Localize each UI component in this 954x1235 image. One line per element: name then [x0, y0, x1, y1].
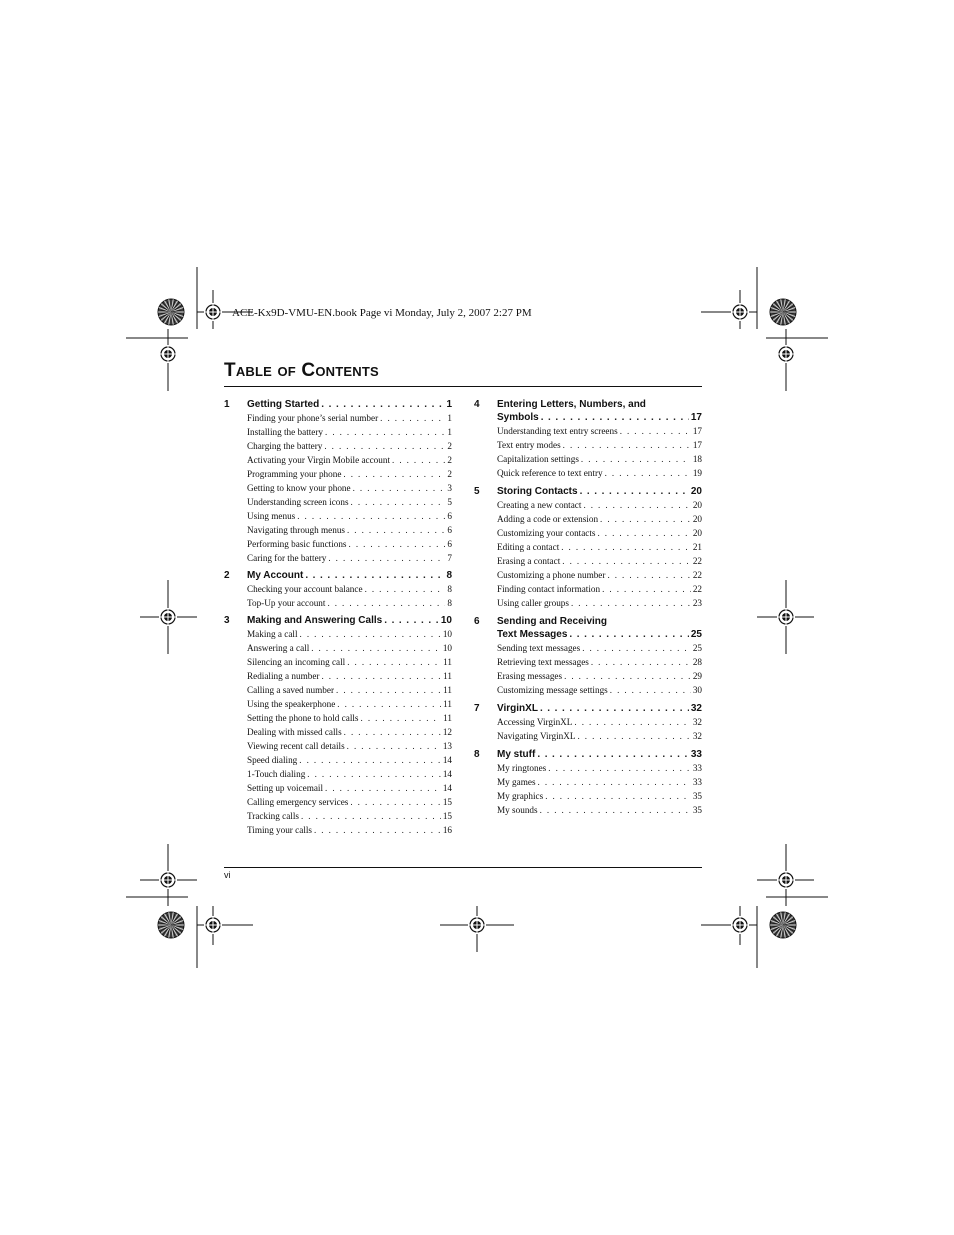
section-title: Retrieving text messages	[497, 657, 589, 667]
dot-leader	[564, 669, 691, 683]
dot-leader	[314, 823, 441, 837]
section-title: Checking your account balance	[247, 584, 363, 594]
section-title: Erasing messages	[497, 671, 563, 681]
section-title: Understanding text entry screens	[497, 426, 618, 436]
dot-leader	[353, 481, 446, 495]
chapter-page: 1	[446, 399, 452, 410]
section-page: 20	[692, 514, 702, 524]
section-page: 2	[447, 469, 452, 479]
section-title: Calling emergency services	[247, 797, 349, 807]
section-page: 6	[447, 525, 452, 535]
section-title: Erasing a contact	[497, 556, 561, 566]
title-rule	[224, 386, 702, 387]
dot-leader	[548, 761, 691, 775]
dot-leader	[607, 568, 690, 582]
dot-leader	[324, 439, 445, 453]
section-page: 7	[447, 553, 452, 563]
section-page: 20	[692, 528, 702, 538]
dot-leader	[305, 569, 444, 582]
section-title: Silencing an incoming call	[247, 657, 346, 667]
section-entry[interactable]	[247, 425, 452, 439]
section-entry[interactable]	[497, 761, 702, 775]
section-title: Creating a new contact	[497, 500, 582, 510]
dot-leader	[600, 512, 691, 526]
section-page: 22	[692, 570, 702, 580]
dot-leader	[349, 537, 446, 551]
dot-leader	[327, 596, 445, 610]
section-page: 11	[443, 671, 452, 681]
toc-chapter	[474, 748, 702, 817]
dot-leader	[343, 467, 445, 481]
chapter-title: Making and Answering Calls	[247, 615, 383, 626]
section-entry[interactable]	[247, 655, 452, 669]
dot-leader	[541, 411, 689, 424]
section-entry[interactable]	[247, 509, 452, 523]
section-page: 19	[692, 468, 702, 478]
section-title: Tracking calls	[247, 811, 299, 821]
section-page: 6	[447, 511, 452, 521]
section-title: Making a call	[247, 629, 298, 639]
dot-leader	[537, 748, 689, 761]
section-entry[interactable]	[247, 809, 452, 823]
dot-leader	[297, 509, 445, 523]
section-entry[interactable]	[247, 596, 452, 610]
chapter-number: 7	[474, 703, 480, 714]
chapter-page: 17	[690, 412, 702, 423]
section-title: Using menus	[247, 511, 296, 521]
section-title: Installing the battery	[247, 427, 324, 437]
section-title: 1-Touch dialing	[247, 769, 306, 779]
section-title: Speed dialing	[247, 755, 298, 765]
chapter-number: 4	[474, 399, 480, 410]
dot-leader	[620, 424, 691, 438]
chapter-title-line: Sending and Receiving	[497, 616, 608, 627]
section-entry[interactable]	[497, 424, 702, 438]
section-title: Timing your calls	[247, 825, 312, 835]
dot-leader	[540, 803, 691, 817]
section-page: 29	[692, 671, 702, 681]
toc-left-column	[224, 398, 452, 837]
section-title: Dealing with missed calls	[247, 727, 342, 737]
section-title: My ringtones	[497, 763, 547, 773]
toc-chapter	[474, 615, 702, 697]
dot-leader	[580, 485, 689, 498]
dot-leader	[574, 715, 690, 729]
section-entry[interactable]	[497, 554, 702, 568]
toc-chapter	[224, 614, 452, 837]
chapter-title: Getting Started	[247, 399, 320, 410]
section-entry[interactable]	[497, 568, 702, 582]
section-page: 10	[442, 643, 452, 653]
dot-leader	[563, 438, 691, 452]
section-page: 11	[443, 713, 452, 723]
section-entry[interactable]	[247, 481, 452, 495]
section-page: 18	[692, 454, 702, 464]
chapter-title: Symbols	[497, 412, 539, 423]
chapter-number: 5	[474, 486, 480, 497]
dot-leader	[311, 641, 441, 655]
section-page: 8	[447, 598, 452, 608]
dot-leader	[591, 655, 691, 669]
section-title: Redialing a number	[247, 671, 320, 681]
section-title: Top-Up your account	[247, 598, 326, 608]
dot-leader	[540, 702, 689, 715]
dot-leader	[347, 523, 445, 537]
section-entry[interactable]	[247, 795, 452, 809]
section-title: Accessing VirginXL	[497, 717, 573, 727]
dot-leader	[321, 669, 441, 683]
chapter-title-line: Entering Letters, Numbers, and	[497, 399, 646, 410]
section-entry[interactable]	[497, 683, 702, 697]
dot-leader	[365, 582, 446, 596]
dot-leader	[583, 498, 690, 512]
chapter-entry[interactable]	[247, 398, 452, 411]
section-title: My sounds	[497, 805, 538, 815]
dot-leader	[300, 627, 441, 641]
chapter-entry[interactable]	[497, 702, 702, 715]
section-title: Using the speakerphone	[247, 699, 336, 709]
chapter-page: 25	[690, 629, 702, 640]
section-entry[interactable]	[497, 803, 702, 817]
toc-chapter	[474, 398, 702, 480]
section-title: Customizing a phone number	[497, 570, 606, 580]
section-page: 35	[692, 805, 702, 815]
dot-leader	[538, 775, 691, 789]
chapter-page: 33	[690, 749, 702, 760]
section-title: Customizing message settings	[497, 685, 608, 695]
chapter-title: Storing Contacts	[497, 486, 578, 497]
section-entry[interactable]	[497, 775, 702, 789]
section-page: 3	[447, 483, 452, 493]
chapter-entry[interactable]	[497, 485, 702, 498]
chapter-number: 2	[224, 570, 230, 581]
section-page: 35	[692, 791, 702, 801]
dot-leader	[581, 452, 691, 466]
dot-leader	[569, 628, 688, 641]
section-page: 32	[692, 717, 702, 727]
section-entry[interactable]	[247, 453, 452, 467]
section-page: 20	[692, 500, 702, 510]
section-title: Charging the battery	[247, 441, 323, 451]
dot-leader	[350, 795, 440, 809]
section-entry[interactable]	[247, 739, 452, 753]
section-title: Capitalization settings	[497, 454, 579, 464]
chapter-title: VirginXL	[497, 703, 538, 714]
section-entry[interactable]	[497, 641, 702, 655]
chapter-page: 20	[690, 486, 702, 497]
section-entry[interactable]	[247, 495, 452, 509]
section-page: 2	[447, 455, 452, 465]
section-page: 11	[443, 685, 452, 695]
chapter-number: 1	[224, 399, 230, 410]
section-entry[interactable]	[497, 715, 702, 729]
section-title: Answering a call	[247, 643, 310, 653]
section-page: 1	[447, 427, 452, 437]
section-page: 12	[442, 727, 452, 737]
section-entry[interactable]	[247, 537, 452, 551]
dot-leader	[562, 554, 691, 568]
section-page: 17	[692, 426, 702, 436]
section-title: Setting the phone to hold calls	[247, 713, 359, 723]
section-page: 30	[692, 685, 702, 695]
section-title: Getting to know your phone	[247, 483, 351, 493]
section-title: Editing a contact	[497, 542, 560, 552]
dot-leader	[392, 453, 445, 467]
book-header-line: ACE-Kx9D-VMU-EN.book Page vi Monday, July 2, 2007 2:27 PM	[232, 307, 532, 319]
chapter-number: 3	[224, 615, 230, 626]
section-title: Navigating through menus	[247, 525, 345, 535]
section-entry[interactable]	[247, 781, 452, 795]
section-title: Text entry modes	[497, 440, 561, 450]
dot-leader	[610, 683, 691, 697]
dot-leader	[328, 551, 445, 565]
section-title: Caring for the battery	[247, 553, 327, 563]
dot-leader	[605, 466, 691, 480]
section-page: 5	[447, 497, 452, 507]
chapter-title: My Account	[247, 570, 304, 581]
chapter-title: Text Messages	[497, 629, 568, 640]
section-page: 14	[442, 769, 452, 779]
section-page: 21	[692, 542, 702, 552]
section-title: Quick reference to text entry	[497, 468, 603, 478]
page-number: vi	[224, 870, 231, 880]
section-title: Navigating VirginXL	[497, 731, 576, 741]
dot-leader	[380, 411, 445, 425]
section-entry[interactable]	[247, 711, 452, 725]
chapter-page: 32	[690, 703, 702, 714]
section-page: 15	[442, 811, 452, 821]
section-entry[interactable]	[247, 523, 452, 537]
section-title: Finding your phone’s serial number	[247, 413, 379, 423]
toc-chapter	[474, 485, 702, 610]
section-title: Finding contact information	[497, 584, 601, 594]
dot-leader	[582, 641, 691, 655]
dot-leader	[602, 582, 691, 596]
section-entry[interactable]	[497, 729, 702, 743]
section-page: 23	[692, 598, 702, 608]
section-entry[interactable]	[497, 498, 702, 512]
section-title: Activating your Virgin Mobile account	[247, 455, 391, 465]
section-entry[interactable]	[497, 466, 702, 480]
section-title: Using caller groups	[497, 598, 569, 608]
dot-leader	[598, 526, 691, 540]
toc-chapter	[224, 569, 452, 610]
section-page: 22	[692, 556, 702, 566]
section-page: 28	[692, 657, 702, 667]
section-page: 13	[442, 741, 452, 751]
section-entry[interactable]	[247, 753, 452, 767]
section-page: 14	[442, 783, 452, 793]
section-title: Customizing your contacts	[497, 528, 596, 538]
dot-leader	[351, 495, 446, 509]
section-entry[interactable]	[497, 512, 702, 526]
section-page: 16	[442, 825, 452, 835]
dot-leader	[361, 711, 442, 725]
section-entry[interactable]	[497, 582, 702, 596]
section-entry[interactable]	[247, 411, 452, 425]
section-entry[interactable]	[497, 438, 702, 452]
section-entry[interactable]	[497, 526, 702, 540]
toc-chapter	[224, 398, 452, 565]
dot-leader	[336, 683, 441, 697]
section-page: 33	[692, 763, 702, 773]
dot-leader	[347, 655, 441, 669]
dot-leader	[545, 789, 691, 803]
toc-right-column	[474, 398, 702, 817]
section-title: My graphics	[497, 791, 544, 801]
section-page: 11	[443, 699, 452, 709]
section-entry[interactable]	[497, 596, 702, 610]
dot-leader	[561, 540, 691, 554]
section-entry[interactable]	[247, 551, 452, 565]
section-page: 32	[692, 731, 702, 741]
section-entry[interactable]	[247, 697, 452, 711]
section-page: 11	[443, 657, 452, 667]
section-entry[interactable]	[247, 823, 452, 837]
dot-leader	[325, 425, 445, 439]
dot-leader	[299, 753, 441, 767]
footer-rule	[224, 867, 702, 868]
dot-leader	[321, 398, 444, 411]
chapter-number: 8	[474, 749, 480, 760]
section-page: 15	[442, 797, 452, 807]
section-title: Programming your phone	[247, 469, 342, 479]
section-entry[interactable]	[247, 725, 452, 739]
chapter-entry[interactable]	[497, 628, 702, 641]
section-page: 10	[442, 629, 452, 639]
chapter-entry[interactable]	[497, 411, 702, 424]
section-page: 6	[447, 539, 452, 549]
section-entry[interactable]	[497, 655, 702, 669]
section-title: Adding a code or extension	[497, 514, 599, 524]
dot-leader	[571, 596, 691, 610]
section-title: Performing basic functions	[247, 539, 347, 549]
section-entry[interactable]	[497, 540, 702, 554]
section-page: 33	[692, 777, 702, 787]
section-page: 1	[447, 413, 452, 423]
dot-leader	[337, 697, 441, 711]
section-entry[interactable]	[247, 627, 452, 641]
chapter-entry[interactable]	[497, 748, 702, 761]
section-entry[interactable]	[247, 467, 452, 481]
section-entry[interactable]	[247, 582, 452, 596]
toc-chapter	[474, 702, 702, 743]
section-page: 25	[692, 643, 702, 653]
section-entry[interactable]	[247, 683, 452, 697]
chapter-page: 8	[446, 570, 452, 581]
section-entry[interactable]	[497, 789, 702, 803]
chapter-entry[interactable]	[247, 569, 452, 582]
section-entry[interactable]	[247, 439, 452, 453]
dot-leader	[384, 614, 439, 627]
chapter-title: My stuff	[497, 749, 536, 760]
dot-leader	[301, 809, 441, 823]
section-title: My games	[497, 777, 536, 787]
dot-leader	[325, 781, 441, 795]
section-title: Sending text messages	[497, 643, 581, 653]
section-entry[interactable]	[497, 452, 702, 466]
section-page: 14	[442, 755, 452, 765]
section-title: Viewing recent call details	[247, 741, 345, 751]
section-page: 2	[447, 441, 452, 451]
dot-leader	[307, 767, 441, 781]
section-page: 17	[692, 440, 702, 450]
chapter-entry[interactable]	[247, 614, 452, 627]
section-entry[interactable]	[497, 669, 702, 683]
section-entry[interactable]	[247, 669, 452, 683]
section-title: Calling a saved number	[247, 685, 335, 695]
chapter-number: 6	[474, 616, 480, 627]
page-title: Table of Contents	[224, 360, 379, 381]
section-entry[interactable]	[247, 767, 452, 781]
dot-leader	[347, 739, 441, 753]
dot-leader	[344, 725, 441, 739]
dot-leader	[577, 729, 690, 743]
section-entry[interactable]	[247, 641, 452, 655]
section-title: Setting up voicemail	[247, 783, 324, 793]
section-page: 22	[692, 584, 702, 594]
section-page: 8	[447, 584, 452, 594]
chapter-page: 10	[440, 615, 452, 626]
section-title: Understanding screen icons	[247, 497, 349, 507]
